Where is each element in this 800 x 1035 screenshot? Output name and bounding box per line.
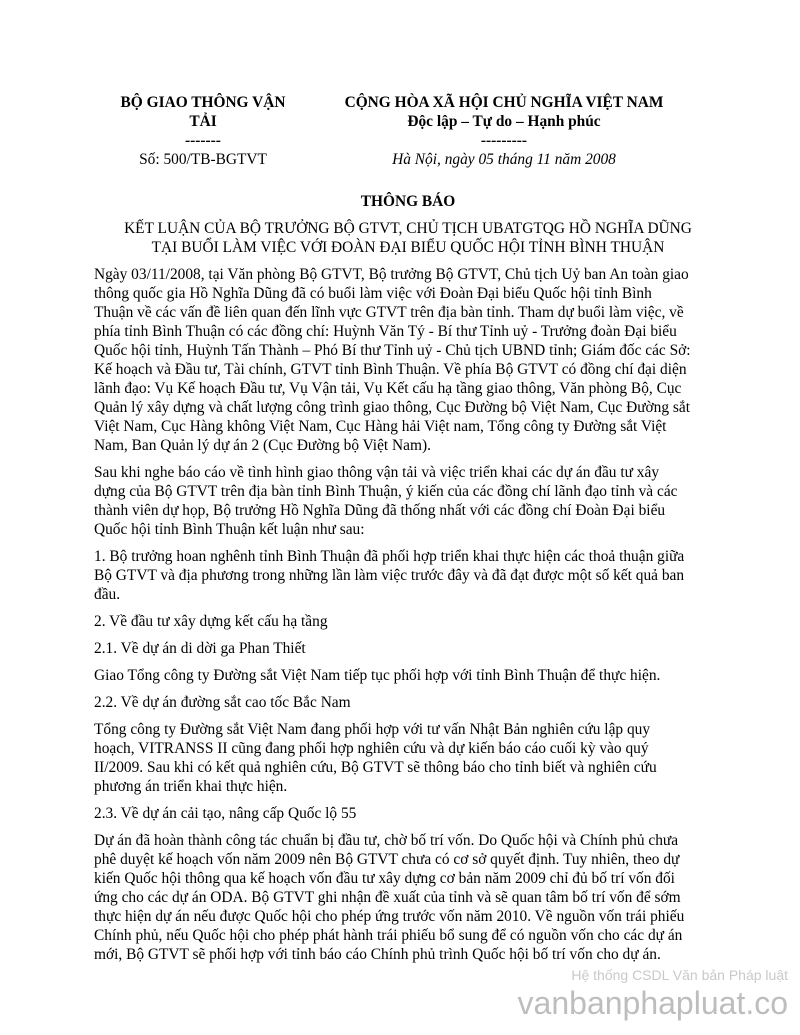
- section-heading: 2.2. Về dự án đường sắt cao tốc Bắc Nam: [94, 694, 351, 711]
- national-block: [304, 93, 704, 169]
- paragraph: Sau khi nghe báo cáo về tình hình giao thông vận tải và việc triển khai các dự án đầu tư xây dựng của Bộ GTVT trên địa bàn tỉnh Bình Thuận, ý kiến của các đồng chí lãnh đạo tỉnh và các thành viên dự họp, Bộ trưởng Hồ Nghĩa Dũng đã thống nhất với các đồng chí Đoàn Đại biểu Quốc hội tỉnh Bình Thuận kết luận như sau:: [94, 464, 678, 538]
- motto-divider: ---------: [480, 132, 528, 149]
- subtitle-line2: TẠI BUỔI LÀM VIỆC VỚI ĐOÀN ĐẠI BIỂU QUỐC HỘI TỈNH BÌNH THUẬN: [151, 239, 665, 256]
- agency-name-line1: BỘ GIAO THÔNG VẬN: [120, 94, 286, 111]
- watermark-site: vanbanphapluat.co: [517, 985, 788, 1021]
- paragraph: 1. Bộ trưởng hoan nghênh tỉnh Bình Thuận đã phối hợp triển khai thực hiện các thoả thuận giữa Bộ GTVT và địa phương trong những lần làm việc trước đây và đã đạt được một số kết quả ban đầu.: [94, 548, 685, 603]
- national-motto: Độc lập – Tự do – Hạnh phúc: [407, 113, 601, 130]
- section-heading: 2.1. Về dự án di dời ga Phan Thiết: [94, 640, 306, 657]
- paragraph: Dự án đã hoàn thành công tác chuẩn bị đầu tư, chờ bố trí vốn. Do Quốc hội và Chính phủ chưa phê duyệt kế hoạch vốn năm 2009 nên Bộ GTVT chưa có cơ sở quyết định. Tuy nhiên, theo dự kiến Quốc hội thông qua kế hoạch vốn đầu tư xây dựng cơ bản năm 2009 chỉ đủ bố trí vốn đối ứng cho các dự án ODA. Bộ GTVT ghi nhận đề xuất của tỉnh và sẽ quan tâm bố trí vốn để sớm thực hiện dự án nếu được Quốc hội cho phép ứng trước vốn năm 2010. Về nguồn vốn trái phiếu Chính phủ, nếu Quốc hội cho phép phát hành trái phiếu bổ sung để có nguồn vốn cho các dự án mới, Bộ GTVT sẽ phối hợp với tỉnh báo cáo Chính phủ trình Quốc hội bố trí vốn cho dự án.: [94, 832, 685, 963]
- document-subtitle: [108, 219, 708, 257]
- paragraph: Giao Tổng công ty Đường sắt Việt Nam tiếp tục phối hợp với tỉnh Bình Thuận để thực hiện.: [94, 667, 661, 684]
- paragraph: Tổng công ty Đường sắt Việt Nam đang phối hợp với tư vấn Nhật Bản nghiên cứu lập quy hoạch, VITRANSS II cũng đang phối hợp nghiên cứu và dự kiến báo cáo cuối kỳ vào quý II/2009. Sau khi có kết quả nghiên cứu, Bộ GTVT sẽ thông báo cho tỉnh biết và nghiên cứu phương án triển khai thực hiện.: [94, 721, 657, 795]
- section-heading: 2.3. Về dự án cải tạo, nâng cấp Quốc lộ 55: [94, 805, 357, 822]
- watermark: [518, 966, 788, 1022]
- paragraph: Ngày 03/11/2008, tại Văn phòng Bộ GTVT, Bộ trưởng Bộ GTVT, Chủ tịch Uỷ ban An toàn giao thông quốc gia Hồ Nghĩa Dũng đã có buổi làm việc với Đoàn Đại biểu Quốc hội tỉnh Bình Thuận về các vấn đề liên quan đến lĩnh vực GTVT trên địa bàn tỉnh. Tham dự buổi làm việc, về phía tỉnh Bình Thuận có các đồng chí: Huỳnh Văn Tý - Bí thư Tỉnh uỷ - Trưởng đoàn Đại biểu Quốc hội tỉnh, Huỳnh Tấn Thành – Phó Bí thư Tỉnh uỷ - Chủ tịch UBND tỉnh; Giám đốc các Sở: Kế hoạch và Đầu tư, Tài chính, GTVT tỉnh Bình Thuận. Về phía Bộ GTVT có đồng chí đại diện lãnh đạo: Vụ Kế hoạch Đầu tư, Vụ Vận tải, Vụ Kết cấu hạ tầng giao thông, Văn phòng Bộ, Cục Quản lý xây dựng và chất lượng công trình giao thông, Cục Đường bộ Việt Nam, Cục Đường sắt Việt Nam, Cục Hàng không Việt Nam, Cục Hàng hải Việt nam, Tổng công ty Đường sắt Việt Nam, Ban Quản lý dự án 2 (Cục Đường bộ Việt Nam).: [94, 266, 691, 454]
- document-date: Hà Nội, ngày 05 tháng 11 năm 2008: [392, 151, 616, 168]
- watermark-caption: Hệ thống CSDL Văn bản Pháp luật: [571, 967, 788, 983]
- agency-name-line2: TẢI: [189, 113, 217, 130]
- document-title: THÔNG BÁO: [360, 193, 456, 210]
- section-heading: 2. Về đầu tư xây dựng kết cấu hạ tầng: [94, 613, 328, 630]
- document-header: [108, 93, 708, 173]
- agency-block: [108, 93, 298, 169]
- country-name: CỘNG HÒA XÃ HỘI CHỦ NGHĨA VIỆT NAM: [344, 94, 664, 111]
- subtitle-line1: KẾT LUẬN CỦA BỘ TRƯỞNG BỘ GTVT, CHỦ TỊCH UBATGTQG HỒ NGHĨA DŨNG: [124, 220, 692, 237]
- agency-divider: -------: [185, 132, 221, 149]
- document-number: Số: 500/TB-BGTVT: [139, 151, 267, 168]
- document-body: [94, 265, 694, 972]
